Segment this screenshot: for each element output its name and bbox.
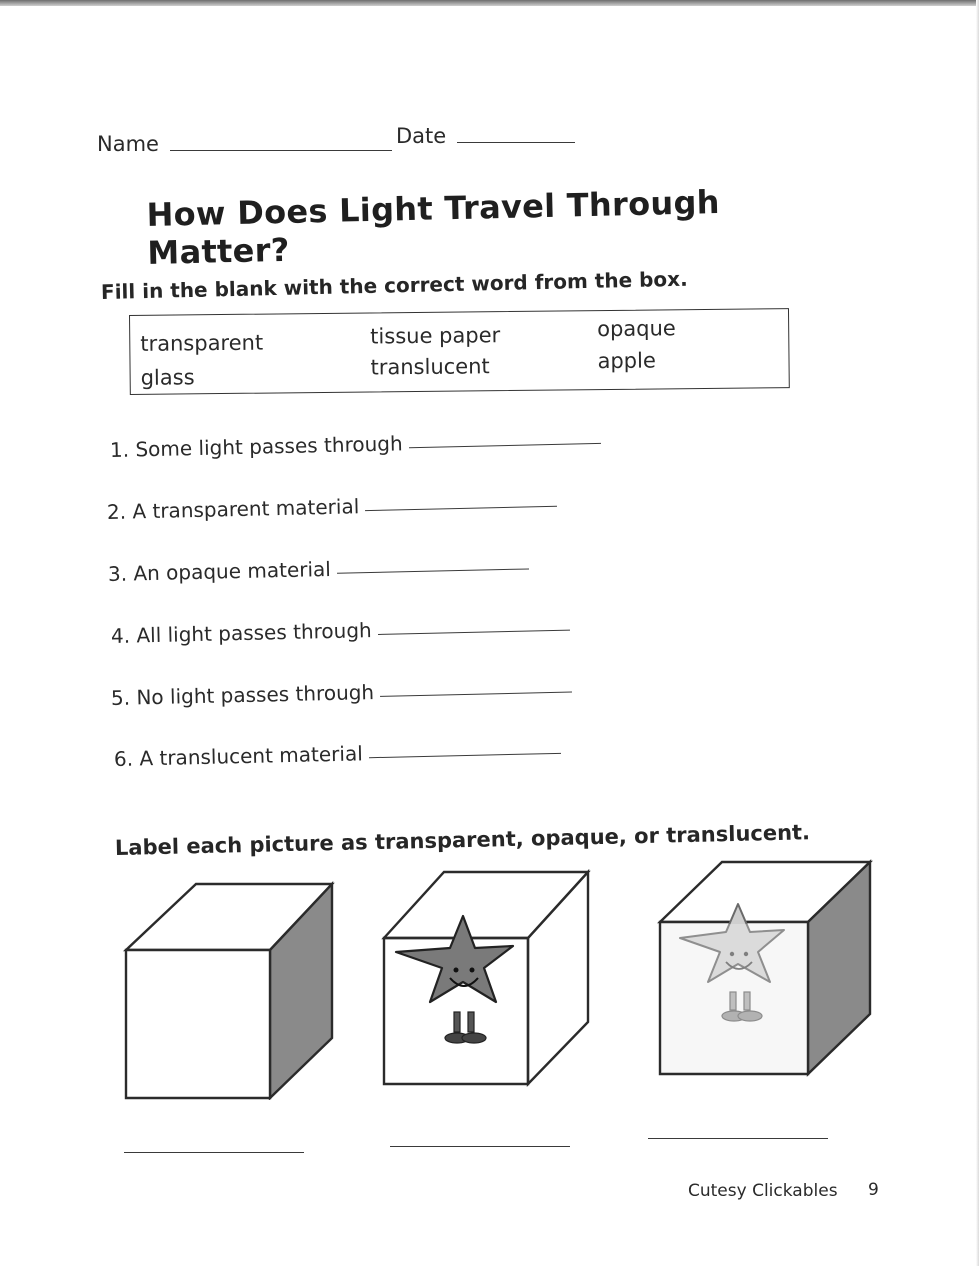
question-item (107, 490, 558, 524)
question-item (114, 737, 561, 771)
page-title: How Does Light Travel Through Matter? (146, 183, 721, 272)
name-label: Name (97, 132, 159, 156)
name-blank[interactable] (170, 150, 392, 151)
picture-answer-blank[interactable] (124, 1152, 304, 1153)
date-blank[interactable] (457, 142, 575, 143)
solid-cube-icon (120, 878, 340, 1100)
question-text: 2. A transparent material (106, 494, 360, 524)
clear-cube-with-star-icon (378, 866, 598, 1088)
picture-answer-blank[interactable] (648, 1138, 828, 1139)
question-item (110, 427, 601, 462)
question-text: 5. No light passes through (110, 680, 375, 710)
word-bank-item: transparent (140, 330, 264, 356)
answer-blank[interactable] (380, 692, 572, 697)
frosted-cube-with-star-icon (654, 856, 878, 1082)
question-item (111, 614, 570, 648)
name-field (97, 132, 392, 156)
fill-in-instruction: Fill in the blank with the correct word from the box. (100, 266, 688, 304)
label-pictures-instruction: Label each picture as transparent, opaque, or translucent. (114, 820, 811, 860)
word-bank-item: tissue paper (370, 323, 501, 349)
word-bank-item: opaque (597, 316, 676, 342)
page-number: 9 (868, 1180, 879, 1200)
question-text: 3. An opaque material (107, 556, 332, 586)
answer-blank[interactable] (337, 568, 529, 573)
question-item (111, 676, 573, 710)
question-text: 1. Some light passes through (109, 431, 403, 462)
answer-blank[interactable] (365, 506, 557, 511)
date-field (396, 124, 575, 148)
footer-brand: Cutesy Clickables (688, 1181, 838, 1201)
word-bank-item: apple (597, 348, 656, 374)
word-bank-item: translucent (370, 354, 490, 380)
answer-blank[interactable] (369, 753, 561, 758)
date-label: Date (396, 124, 447, 148)
word-bank-item: glass (140, 365, 195, 390)
answer-blank[interactable] (378, 630, 570, 635)
question-item (108, 552, 529, 586)
picture-answer-blank[interactable] (390, 1146, 570, 1147)
question-text: 6. A translucent material (113, 741, 363, 771)
page-top-edge (0, 0, 979, 6)
word-bank-box (129, 308, 790, 395)
question-text: 4. All light passes through (110, 618, 372, 648)
answer-blank[interactable] (409, 443, 601, 448)
